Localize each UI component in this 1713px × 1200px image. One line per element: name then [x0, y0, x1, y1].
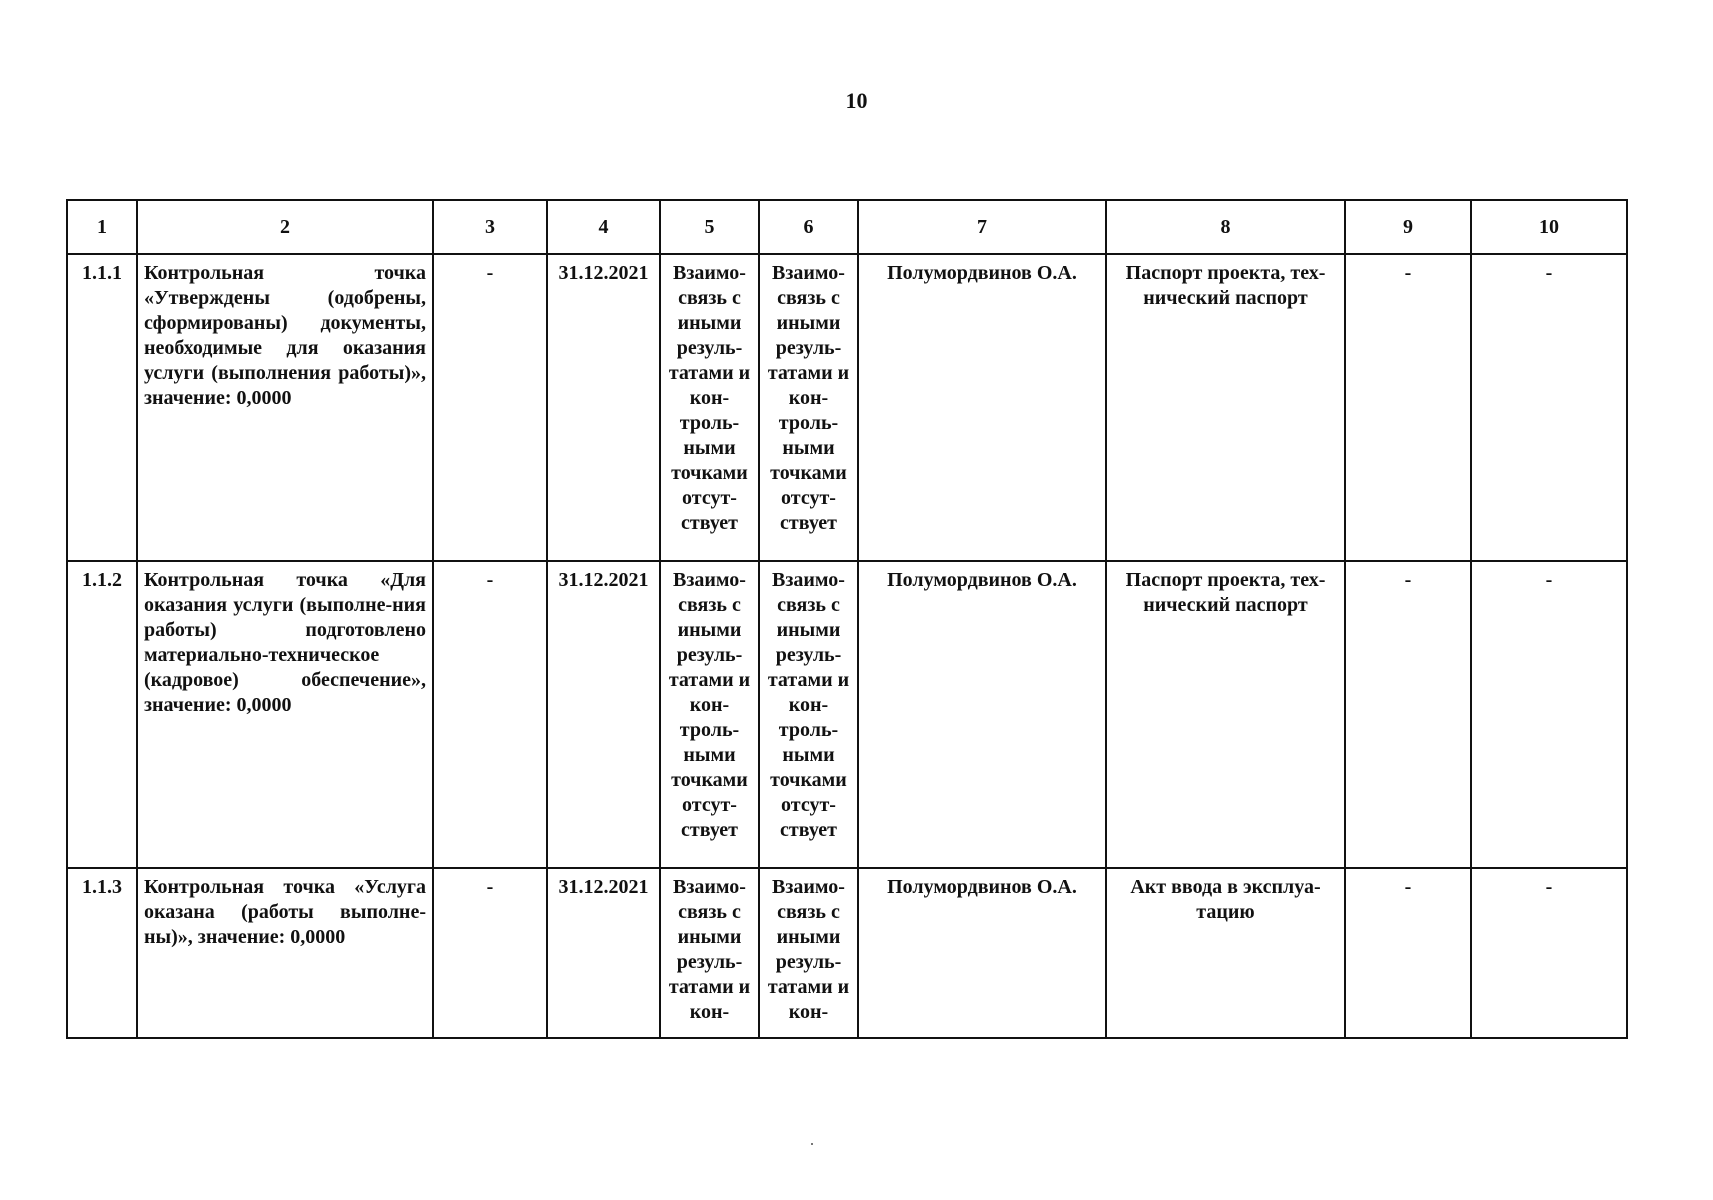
control-point-name: Контрольная точка «Услуга оказана (работы выполне-ны)», значение: 0,0000 — [137, 868, 433, 1038]
due-date: 31.12.2021 — [547, 254, 660, 561]
header-cell: 4 — [547, 200, 660, 254]
responsible-person: Полумордвинов О.А. — [858, 561, 1106, 868]
row-number: 1.1.1 — [67, 254, 137, 561]
table-header-row — [67, 200, 1627, 254]
header-cell: 2 — [137, 200, 433, 254]
due-date: 31.12.2021 — [547, 868, 660, 1038]
control-point-name: Контрольная точка «Утверждены (одобрены, сформированы) документы, необходимые для оказания услуги (выполнения работы)», значение: 0,0000 — [137, 254, 433, 561]
confirming-document: Паспорт проекта, тех-нический паспорт — [1106, 561, 1345, 868]
header-cell: 9 — [1345, 200, 1471, 254]
scan-speck — [811, 1143, 813, 1145]
header-cell: 1 — [67, 200, 137, 254]
control-points-table — [66, 199, 1628, 1039]
cell-col10: - — [1471, 561, 1627, 868]
relationship-note: Взаимо-связь с иными резуль-татами и кон-троль-ными точками отсут-ствует — [759, 254, 858, 561]
table-row — [67, 254, 1627, 561]
due-date: 31.12.2021 — [547, 561, 660, 868]
header-cell: 7 — [858, 200, 1106, 254]
row-number: 1.1.3 — [67, 868, 137, 1038]
cell-col3: - — [433, 868, 547, 1038]
row-number: 1.1.2 — [67, 561, 137, 868]
table-row — [67, 561, 1627, 868]
header-cell: 8 — [1106, 200, 1345, 254]
relationship-note: Взаимо-связь с иными резуль-татами и кон- — [660, 868, 759, 1038]
responsible-person: Полумордвинов О.А. — [858, 254, 1106, 561]
relationship-note: Взаимо-связь с иными резуль-татами и кон-троль-ными точками отсут-ствует — [660, 254, 759, 561]
page-number: 10 — [845, 88, 868, 113]
confirming-document: Паспорт проекта, тех-нический паспорт — [1106, 254, 1345, 561]
header-cell: 3 — [433, 200, 547, 254]
cell-col10: - — [1471, 254, 1627, 561]
cell-col3: - — [433, 561, 547, 868]
cell-col3: - — [433, 254, 547, 561]
relationship-note: Взаимо-связь с иными резуль-татами и кон- — [759, 868, 858, 1038]
cell-col9: - — [1345, 868, 1471, 1038]
cell-col9: - — [1345, 254, 1471, 561]
cell-col9: - — [1345, 561, 1471, 868]
relationship-note: Взаимо-связь с иными резуль-татами и кон-троль-ными точками отсут-ствует — [660, 561, 759, 868]
control-point-name: Контрольная точка «Для оказания услуги (выполне-ния работы) подготовлено материально-техническое (кадровое) обеспечение», значение: 0,0000 — [137, 561, 433, 868]
table-row — [67, 868, 1627, 1038]
relationship-note: Взаимо-связь с иными резуль-татами и кон-троль-ными точками отсут-ствует — [759, 561, 858, 868]
header-cell: 6 — [759, 200, 858, 254]
responsible-person: Полумордвинов О.А. — [858, 868, 1106, 1038]
cell-col10: - — [1471, 868, 1627, 1038]
header-cell: 5 — [660, 200, 759, 254]
confirming-document: Акт ввода в эксплуа-тацию — [1106, 868, 1345, 1038]
header-cell: 10 — [1471, 200, 1627, 254]
